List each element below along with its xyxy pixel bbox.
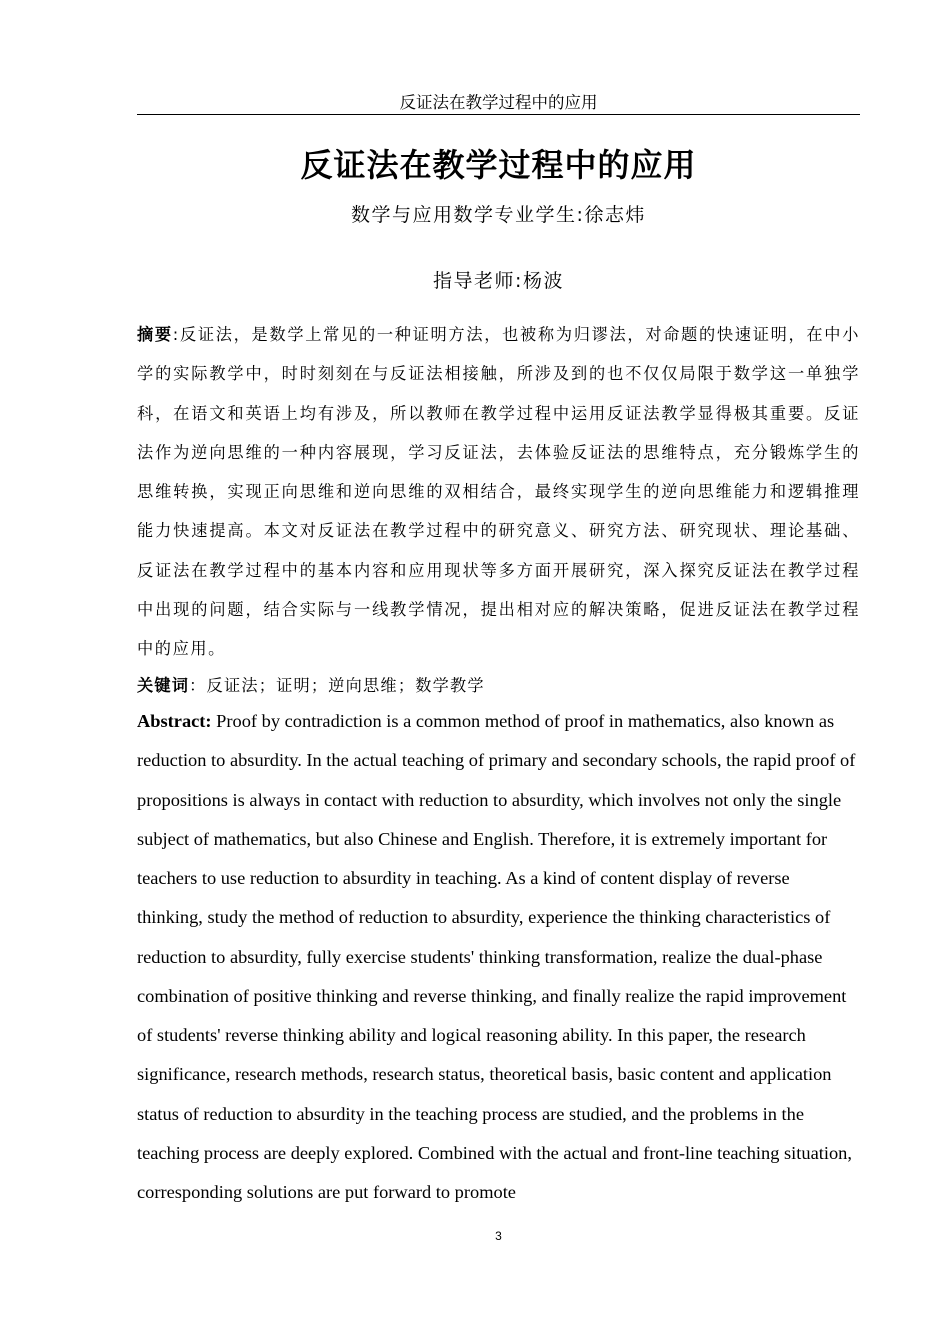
running-header: 反证法在教学过程中的应用 <box>399 93 598 112</box>
abstract-cn <box>137 315 860 669</box>
abstract-en-label: Abstract: <box>137 711 212 731</box>
paper-title: 反证法在教学过程中的应用 <box>300 146 697 184</box>
abstract-cn-text: :反证法，是数学上常见的一种证明方法，也被称为归谬法，对命题的快速证明，在中小学的实际教学中，时时刻刻在与反证法相接触，所涉及到的也不仅仅局限于数学这一单独学科，在语文和英语上均有涉及，所以教师在教学过程中运用反证法教学显得极其重要。反证法作为逆向思维的一种内容展现，学习反证法，去体验反证法的思维特点，充分锻炼学生的思维转换，实现正向思维和逆向思维的双相结合，最终实现学生的逆向思维能力和逻辑推理能力快速提高。本文对反证法在教学过程中的研究意义、研究方法、研究现状、理论基础、反证法在教学过程中的基本内容和应用现状等多方面开展研究，深入探究反证法在教学过程中出现的问题，结合实际与一线教学情况，提出相对应的解决策略，促进反证法在教学过程中的应用。 <box>137 325 860 659</box>
page-number: 3 <box>495 1229 502 1243</box>
author-line: 数学与应用数学专业学生:徐志炜 <box>351 204 646 226</box>
abstract-en-text: Proof by contradiction is a common method of proof in mathematics, also known as reduction to absurdity. In the actual teaching of primary and secondary schools, the rapid proof of propositions is always in contact with reduction to absurdity, which involves not only the single subject of mathematics, but also Chinese and English. Therefore, it is extremely important for teachers to use reduction to absurdity in teaching. As a kind of content display of reverse thinking, study the method of reduction to absurdity, experience the thinking characteristics of reduction to absurdity, fully exercise students' thinking transformation, realize the dual-phase combination of positive thinking and reverse thinking, and finally realize the rapid improvement of students' reverse thinking ability and logical reasoning ability. In this paper, the research significance, research methods, research status, theoretical basis, basic content and application status of reduction to absurdity in the teaching process are studied, and the problems in the teaching process are deeply explored. Combined with the actual and front-line teaching situation, corresponding solutions are put forward to promote <box>137 711 856 1202</box>
header-divider <box>137 114 860 115</box>
advisor-line: 指导老师:杨波 <box>433 270 564 292</box>
keywords-cn-text: ：反证法；证明；逆向思维；数学教学 <box>189 676 485 695</box>
keywords-cn <box>137 668 860 704</box>
abstract-en <box>137 702 860 1212</box>
keywords-cn-label: 关键词 <box>137 676 190 695</box>
abstract-cn-label: 摘要 <box>137 325 173 344</box>
